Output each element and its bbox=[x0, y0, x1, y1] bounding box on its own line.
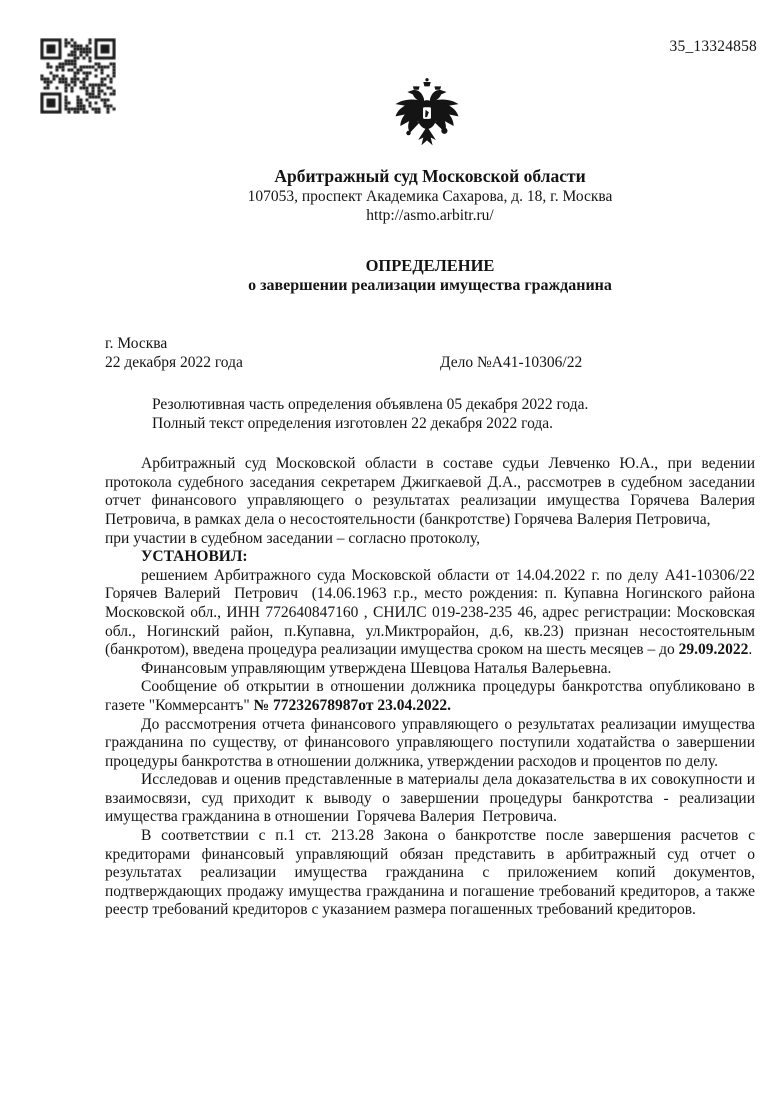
court-name: Арбитражный суд Московской области bbox=[274, 166, 586, 186]
deadline-date-bold: 29.09.2022 bbox=[678, 641, 749, 659]
court-header bbox=[105, 166, 755, 225]
title-subject: о завершении реализации имущества гражданина bbox=[248, 277, 612, 294]
date-case-row bbox=[105, 353, 755, 372]
document-title bbox=[105, 256, 755, 296]
motions-paragraph: До рассмотрения отчета финансового управляющего о результатах реализации имущества гражданина по существу, от финансового управляющего поступили ходатайства о завершении процедуры банкротства в отношении должника, утверждении расходов и процентов по делу. bbox=[105, 715, 759, 770]
title-determination: ОПРЕДЕЛЕНИЕ bbox=[365, 256, 495, 275]
resolutive-part-line: Резолютивная часть определения объявлена 05 декабря 2022 года. bbox=[152, 396, 589, 413]
intro-paragraph: Арбитражный суд Московской области в составе судьи Левченко Ю.А., при ведении протокола судебного заседания секретарем Джигкаевой Д.А., рассмотрев в судебном заседании отчет финансового управляющего о результатах реализации имущества Горячева Валерия Петровича, в рамках дела о несостоятельности (банкротстве) Горячева Валерия Петровича, bbox=[105, 455, 763, 528]
law-reference-paragraph: В соответствии с п.1 ст. 213.28 Закона о банкротстве после завершения расчетов с кредиторами финансовый управляющий обязан представить в арбитражный суд отчет о результатах реализации имущества гражданина с приложением копий документов, подтверждающих продажу имущества гражданина и погашение требований кредиторов, а также реестр требований кредиторов с указанием размера погашенных требований кредиторов. bbox=[105, 827, 759, 919]
participants-line: при участии в судебном заседании – согласно протоколу, bbox=[105, 529, 481, 547]
court-address: 107053, проспект Академика Сахарова, д. 18, г. Москва bbox=[247, 188, 613, 205]
decision-text-end: . bbox=[748, 641, 753, 659]
publication-text: Сообщение об открытии в отношении должника процедуры банкротства опубликовано в газете "Коммерсантъ" bbox=[105, 678, 759, 714]
decision-paragraph bbox=[105, 566, 759, 660]
manager-paragraph: Финансовым управляющим утверждена Шевцова Наталья Валерьевна. bbox=[141, 659, 612, 677]
publication-paragraph bbox=[105, 678, 759, 715]
body-text bbox=[105, 455, 763, 920]
announcement-block bbox=[105, 396, 755, 433]
case-file-number: 35_13324858 bbox=[669, 38, 757, 55]
meta-block bbox=[105, 334, 755, 372]
decision-text: решением Арбитражного суда Московской области от 14.04.2022 г. по делу А41-10306/22 Горячев Валерий Петрович (14.06.1963 г.р., место рождения: п. Купавна Ногинского района Московской обл., ИНН 772640847160 , СНИЛС 019-238-235 46, адрес регистрации: Московская обл., Ногинский район, п.Купавна, ул.Миктрорайон, д.6, кв.23) признан несостоятельным (банкротом), введена процедура реализации имущества сроком на шесть месяцев – до bbox=[105, 566, 759, 659]
full-text-line: Полный текст определения изготовлен 22 декабря 2022 года. bbox=[152, 414, 554, 432]
document-content bbox=[105, 0, 763, 920]
established-heading: УСТАНОВИЛ: bbox=[141, 548, 248, 566]
conclusion-paragraph: Исследовав и оценив представленные в материалы дела доказательства в их совокупности и взаимосвязи, суд приходит к выводу о завершении процедуры банкротства - реализации имущества гражданина в отношении Горячева Валерия Петровича. bbox=[105, 771, 759, 826]
court-website-url: http://asmo.arbitr.ru/ bbox=[366, 207, 494, 224]
publication-number-bold: № 77232678987от 23.04.2022. bbox=[253, 696, 451, 714]
case-number: Дело №А41-10306/22 bbox=[440, 354, 583, 371]
decision-date: 22 декабря 2022 года bbox=[105, 354, 243, 371]
city-line: г. Москва bbox=[105, 335, 168, 352]
